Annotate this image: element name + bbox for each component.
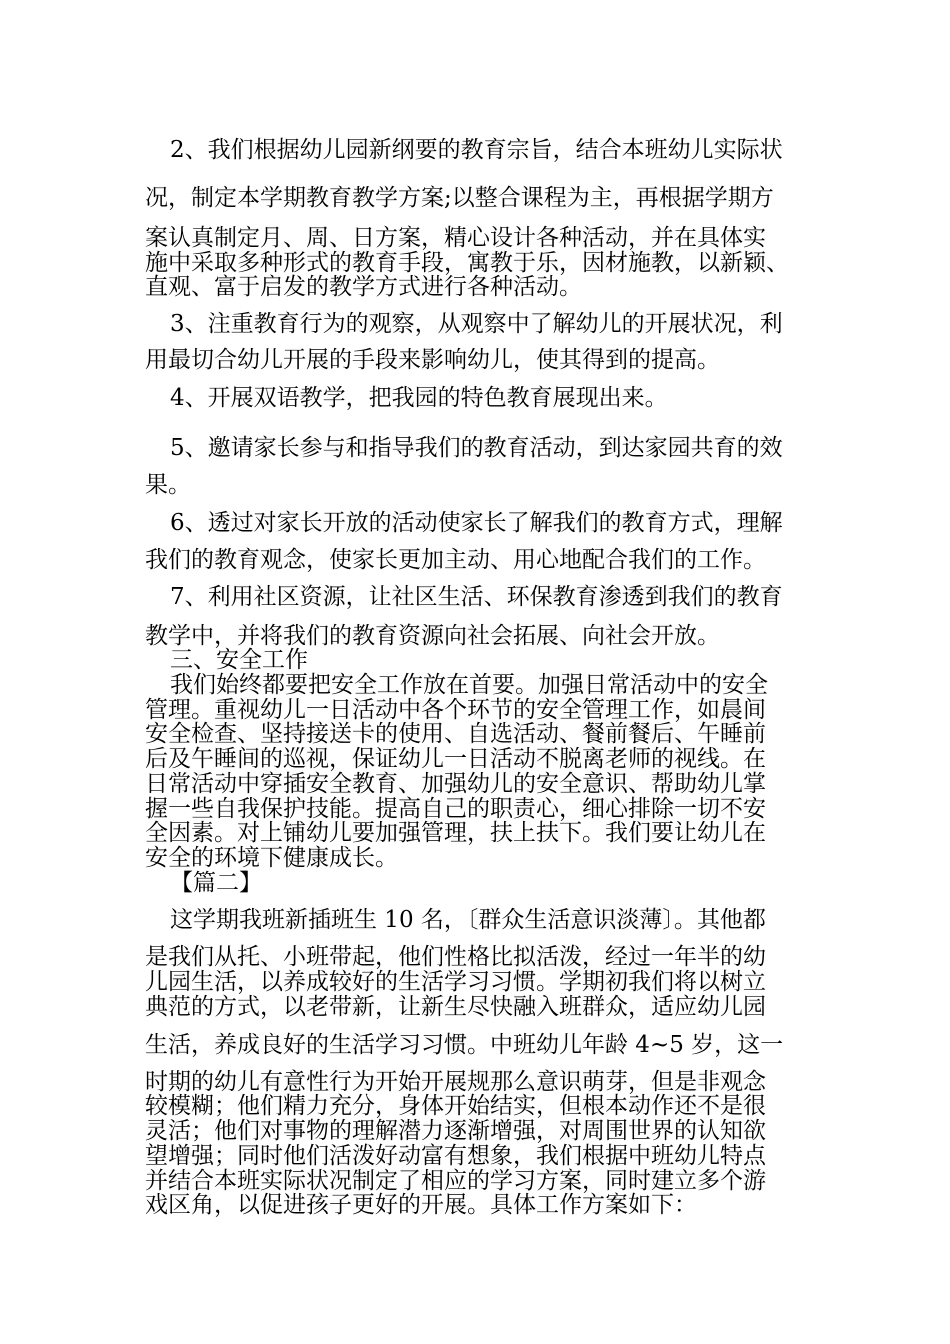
paragraph-line: 是我们从托、小班带起，他们性格比拟活泼，经过一年半的幼 [145,944,766,970]
paragraph-line: 安全检查、坚持接送卡的使用、自选活动、餐前餐后、午睡前 [145,721,766,747]
paragraph-line: 6、透过对家长开放的活动使家长了解我们的教育方式，理解 [170,510,783,536]
paragraph-line: 4、开展双语教学，把我园的特色教育展现出来。 [170,385,668,411]
paragraph-line: 施中采取多种形式的教育手段，寓教于乐，因材施教，以新颖、 [145,250,789,276]
paragraph-line: 7、利用社区资源，让社区生活、环保教育渗透到我们的教育 [170,584,783,610]
section-heading: 三、安全工作 [170,647,308,673]
paragraph-line: 灵活；他们对事物的理解潜力逐渐增强，对周围世界的认知欲 [145,1118,766,1144]
paragraph-line: 握一些自我保护技能。提高自己的职责心，细心排除一切不安 [145,796,766,822]
paragraph-line: 日常活动中穿插安全教育、加强幼儿的安全意识、帮助幼儿掌 [145,771,766,797]
paragraph-line: 望增强；同时他们活泼好动富有想象，我们根据中班幼儿特点 [145,1143,766,1169]
paragraph-line: 我们始终都要把安全工作放在首要。加强日常活动中的安全 [170,672,768,698]
paragraph-line: 安全的环境下健康成长。 [145,845,398,871]
paragraph-line: 并结合本班实际状况制定了相应的学习方案，同时建立多个游 [145,1168,766,1194]
paragraph-line: 直观、富于启发的教学方式进行各种活动。 [145,274,582,300]
paragraph-line: 我们的教育观念，使家长更加主动、用心地配合我们的工作。 [145,547,766,573]
paragraph-line: 较模糊；他们精力充分，身体开始结实，但根本动作还不是很 [145,1093,766,1119]
section-heading: 【篇二】 [170,870,262,896]
paragraph-line: 戏区角，以促进孩子更好的开展。具体工作方案如下： [145,1192,697,1218]
paragraph-line: 典范的方式，以老带新，让新生尽快融入班群众，适应幼儿园 [145,994,766,1020]
paragraph-line: 时期的幼儿有意性行为开始开展规那么意识萌芽，但是非观念 [145,1069,766,1095]
paragraph-line: 后及午睡间的巡视，保证幼儿一日活动不脱离老师的视线。在 [145,746,766,772]
paragraph-line: 儿园生活，以养成较好的生活学习习惯。学期初我们将以树立 [145,969,766,995]
paragraph-line: 这学期我班新插班生 10 名，〔群众生活意识淡薄〕。其他都 [170,907,766,933]
paragraph-line: 案认真制定月、周、日方案，精心设计各种活动，并在具体实 [145,225,766,251]
paragraph-line: 全因素。对上铺幼儿要加强管理，扶上扶下。我们要让幼儿在 [145,820,766,846]
paragraph-line: 5、邀请家长参与和指导我们的教育活动，到达家园共育的效 [170,435,783,461]
paragraph-line: 管理。重视幼儿一日活动中各个环节的安全管理工作，如晨间 [145,697,766,723]
paragraph-line: 果。 [145,472,191,498]
paragraph-line: 用最切合幼儿开展的手段来影响幼儿，使其得到的提高。 [145,347,720,373]
paragraph-line: 况，制定本学期教育教学方案;以整合课程为主，再根据学期方 [145,185,774,211]
paragraph-line: 3、注重教育行为的观察，从观察中了解幼儿的开展状况，利 [170,311,783,337]
paragraph-line: 生活，养成良好的生活学习习惯。中班幼儿年龄 4~5 岁，这一 [145,1032,784,1058]
paragraph-line: 2、我们根据幼儿园新纲要的教育宗旨，结合本班幼儿实际状 [170,137,783,163]
paragraph-line: 教学中，并将我们的教育资源向社会拓展、向社会开放。 [145,623,720,649]
